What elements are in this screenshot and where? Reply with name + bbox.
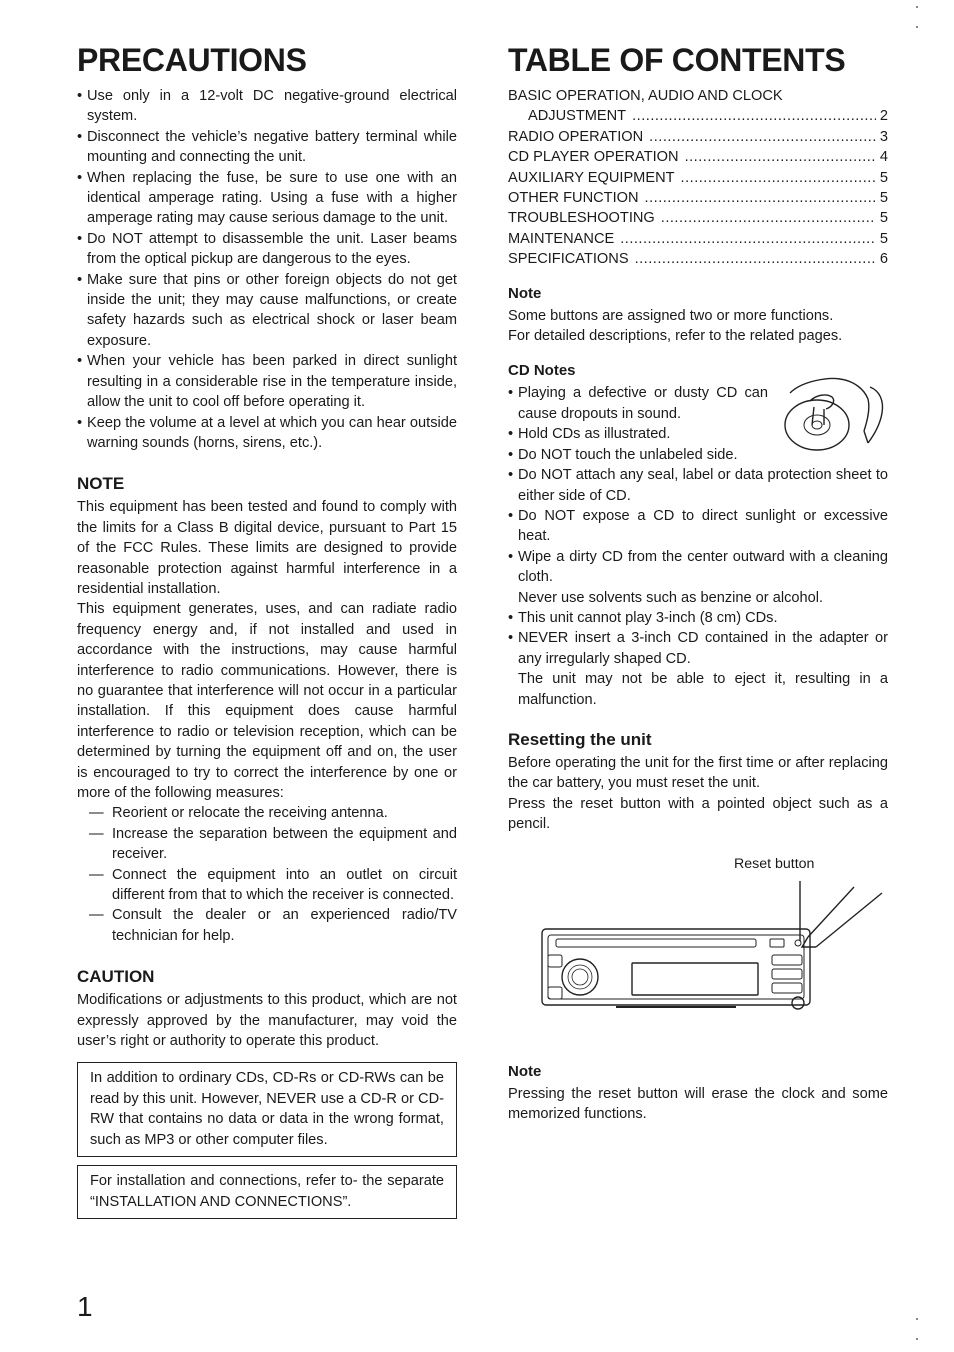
toc-label: CD PLAYER OPERATION [508, 149, 679, 166]
toc-label: MAINTENANCE [508, 230, 615, 247]
list-item: — Increase the separation between the equipment and receiver. [77, 824, 457, 865]
toc-label: RADIO OPERATION [508, 128, 644, 145]
toc-label: AUXILIARY EQUIPMENT [508, 169, 675, 186]
measures-list [77, 803, 457, 946]
list-item: • Do NOT attach any seal, label or data protection sheet to either side of CD. [508, 465, 888, 506]
reset-paragraph-1: Before operating the unit for the first time or after replacing the car battery, you must reset the unit. [508, 754, 888, 792]
toc-row[interactable] [508, 106, 888, 126]
list-item: • Playing a defective or dusty CD can cause dropouts in sound. [508, 383, 888, 424]
car-stereo-faceplate-icon [536, 879, 896, 1029]
note-paragraph-2: This equipment generates, uses, and can radiate radio frequency energy and, if not installed and used in accordance with the instructions, may cause harmful interference to radio communications. However, there is no guarantee that interference will not occur in a particular installation. If this equipment does cause harmful interference to radio or television reception, which can be determined by turning the equipment off and on, the user is encouraged to try to correct the interference by one or more of the following measures: [77, 601, 457, 801]
reset-heading: Resetting the unit [508, 729, 652, 749]
toc-leader [649, 127, 876, 147]
caution-heading: CAUTION [77, 967, 155, 987]
crop-mark [916, 26, 918, 28]
toc-row[interactable] [508, 229, 888, 249]
list-item: • NEVER insert a 3-inch CD contained in the adapter or any irregularly shaped CD. [508, 628, 888, 669]
list-item: • Keep the volume at a level at which you can hear outside warning sounds (horns, sirens, etc.). [77, 413, 457, 454]
list-item: • Make sure that pins or other foreign objects do not get inside the unit; they may cause malfunctions, or create safety hazards such as electrical shock or laser beam exposure. [77, 270, 457, 352]
toc-leader [685, 147, 876, 167]
left-column [77, 40, 457, 1219]
list-item: — Connect the equipment into an outlet on circuit different from that to which the receiver is connected. [77, 865, 457, 906]
crop-mark [916, 1338, 918, 1340]
toc-row[interactable] [508, 208, 888, 228]
list-item: • Wipe a dirty CD from the center outward with a cleaning cloth. [508, 547, 888, 588]
toc-page: 2 [879, 108, 888, 125]
toc-leader [681, 168, 876, 188]
list-item: • This unit cannot play 3-inch (8 cm) CDs. [508, 608, 888, 628]
list-item: • Disconnect the vehicle’s negative battery terminal while mounting and connecting the unit. [77, 127, 457, 168]
note-heading: NOTE [77, 474, 125, 494]
reset-illustration [508, 843, 888, 1053]
toc-page: 6 [879, 251, 888, 268]
toc-leader [661, 208, 876, 228]
toc-leader [632, 106, 876, 126]
list-item: • When replacing the fuse, be sure to use one with an identical amperage rating. Using a fuse with a higher amperage rating may cause serious damage to the unit. [77, 168, 457, 229]
toc-row[interactable] [508, 188, 888, 208]
toc-leader [645, 188, 876, 208]
toc-label: OTHER FUNCTION [508, 190, 639, 207]
toc-label: TROUBLESHOOTING [508, 210, 655, 227]
installation-info-box: For installation and connections, refer to- the separate “INSTALLATION AND CONNECTIONS”. [77, 1165, 457, 1219]
reset-paragraph-2: Press the reset button with a pointed object such as a pencil. [508, 795, 888, 833]
note-line: For detailed descriptions, refer to the related pages. [508, 328, 843, 345]
toc-page: 5 [879, 169, 888, 186]
toc-page: 5 [879, 210, 888, 227]
cd-notes-block [508, 383, 888, 710]
toc-row[interactable] [508, 249, 888, 269]
precautions-list [77, 86, 457, 453]
note-line: Some buttons are assigned two or more functions. [508, 307, 834, 324]
list-item: • Use only in a 12-volt DC negative-ground electrical system. [77, 86, 457, 127]
cd-notes-heading: CD Notes [508, 362, 576, 380]
list-item: • Do NOT attempt to disassemble the unit. Laser beams from the optical pickup are dangerous to the eyes. [77, 229, 457, 270]
precautions-title: PRECAUTIONS [77, 42, 307, 78]
reset-button-label: Reset button [734, 855, 815, 872]
right-column [508, 40, 888, 1124]
note-heading: Note [508, 284, 542, 302]
toc-row[interactable] [508, 127, 888, 147]
toc-page: 4 [879, 149, 888, 166]
crop-mark [916, 6, 918, 8]
list-item: • Hold CDs as illustrated. [508, 424, 888, 444]
toc-label: ADJUSTMENT [528, 108, 627, 125]
list-item: • Do NOT expose a CD to direct sunlight or excessive heat. [508, 506, 888, 547]
toc-row[interactable] [508, 168, 888, 188]
toc-leader [620, 229, 876, 249]
note-heading: Note [508, 1062, 542, 1080]
note-text: Pressing the reset button will erase the clock and some memorized functions. [508, 1085, 888, 1122]
toc-page: 5 [879, 230, 888, 247]
caution-text: Modifications or adjustments to this product, which are not expressly approved by the manufacturer, may void the user’s right or authority to operate this product. [77, 992, 457, 1050]
toc-title: TABLE OF CONTENTS [508, 42, 846, 78]
page-number: 1 [77, 1291, 93, 1322]
cd-note-subtext: The unit may not be able to eject it, resulting in a malfunction. [518, 671, 888, 708]
note-paragraph-1: This equipment has been tested and found to comply with the limits for a Class B digital device, pursuant to Part 15 of the FCC Rules. These limits are designed to provide reasonable protection against harmful interference in a residential installation. [77, 499, 457, 597]
toc-first-line: BASIC OPERATION, AUDIO AND CLOCK [508, 88, 783, 104]
crop-mark [916, 1318, 918, 1320]
list-item: — Consult the dealer or an experienced radio/TV technician for help. [77, 905, 457, 946]
toc-page: 5 [879, 190, 888, 207]
cdr-info-box: In addition to ordinary CDs, CD-Rs or CD-RWs can be read by this unit. However, NEVER use a CD-R or CD-RW that contains no data or data in the wrong format, such as MP3 or other computer files. [77, 1062, 457, 1157]
cd-notes-list-continued [508, 608, 888, 669]
cd-notes-list [508, 383, 888, 587]
list-item: • When your vehicle has been parked in direct sunlight resulting in a considerable rise in the temperature inside, allow the unit to cool off before operating it. [77, 351, 457, 412]
toc-leader [635, 249, 876, 269]
toc-row[interactable] [508, 147, 888, 167]
list-item: — Reorient or relocate the receiving antenna. [77, 803, 457, 823]
toc-label: SPECIFICATIONS [508, 251, 629, 268]
cd-note-subtext: Never use solvents such as benzine or alcohol. [518, 589, 824, 606]
toc-page: 3 [879, 128, 888, 145]
list-item: • Do NOT touch the unlabeled side. [508, 445, 888, 465]
